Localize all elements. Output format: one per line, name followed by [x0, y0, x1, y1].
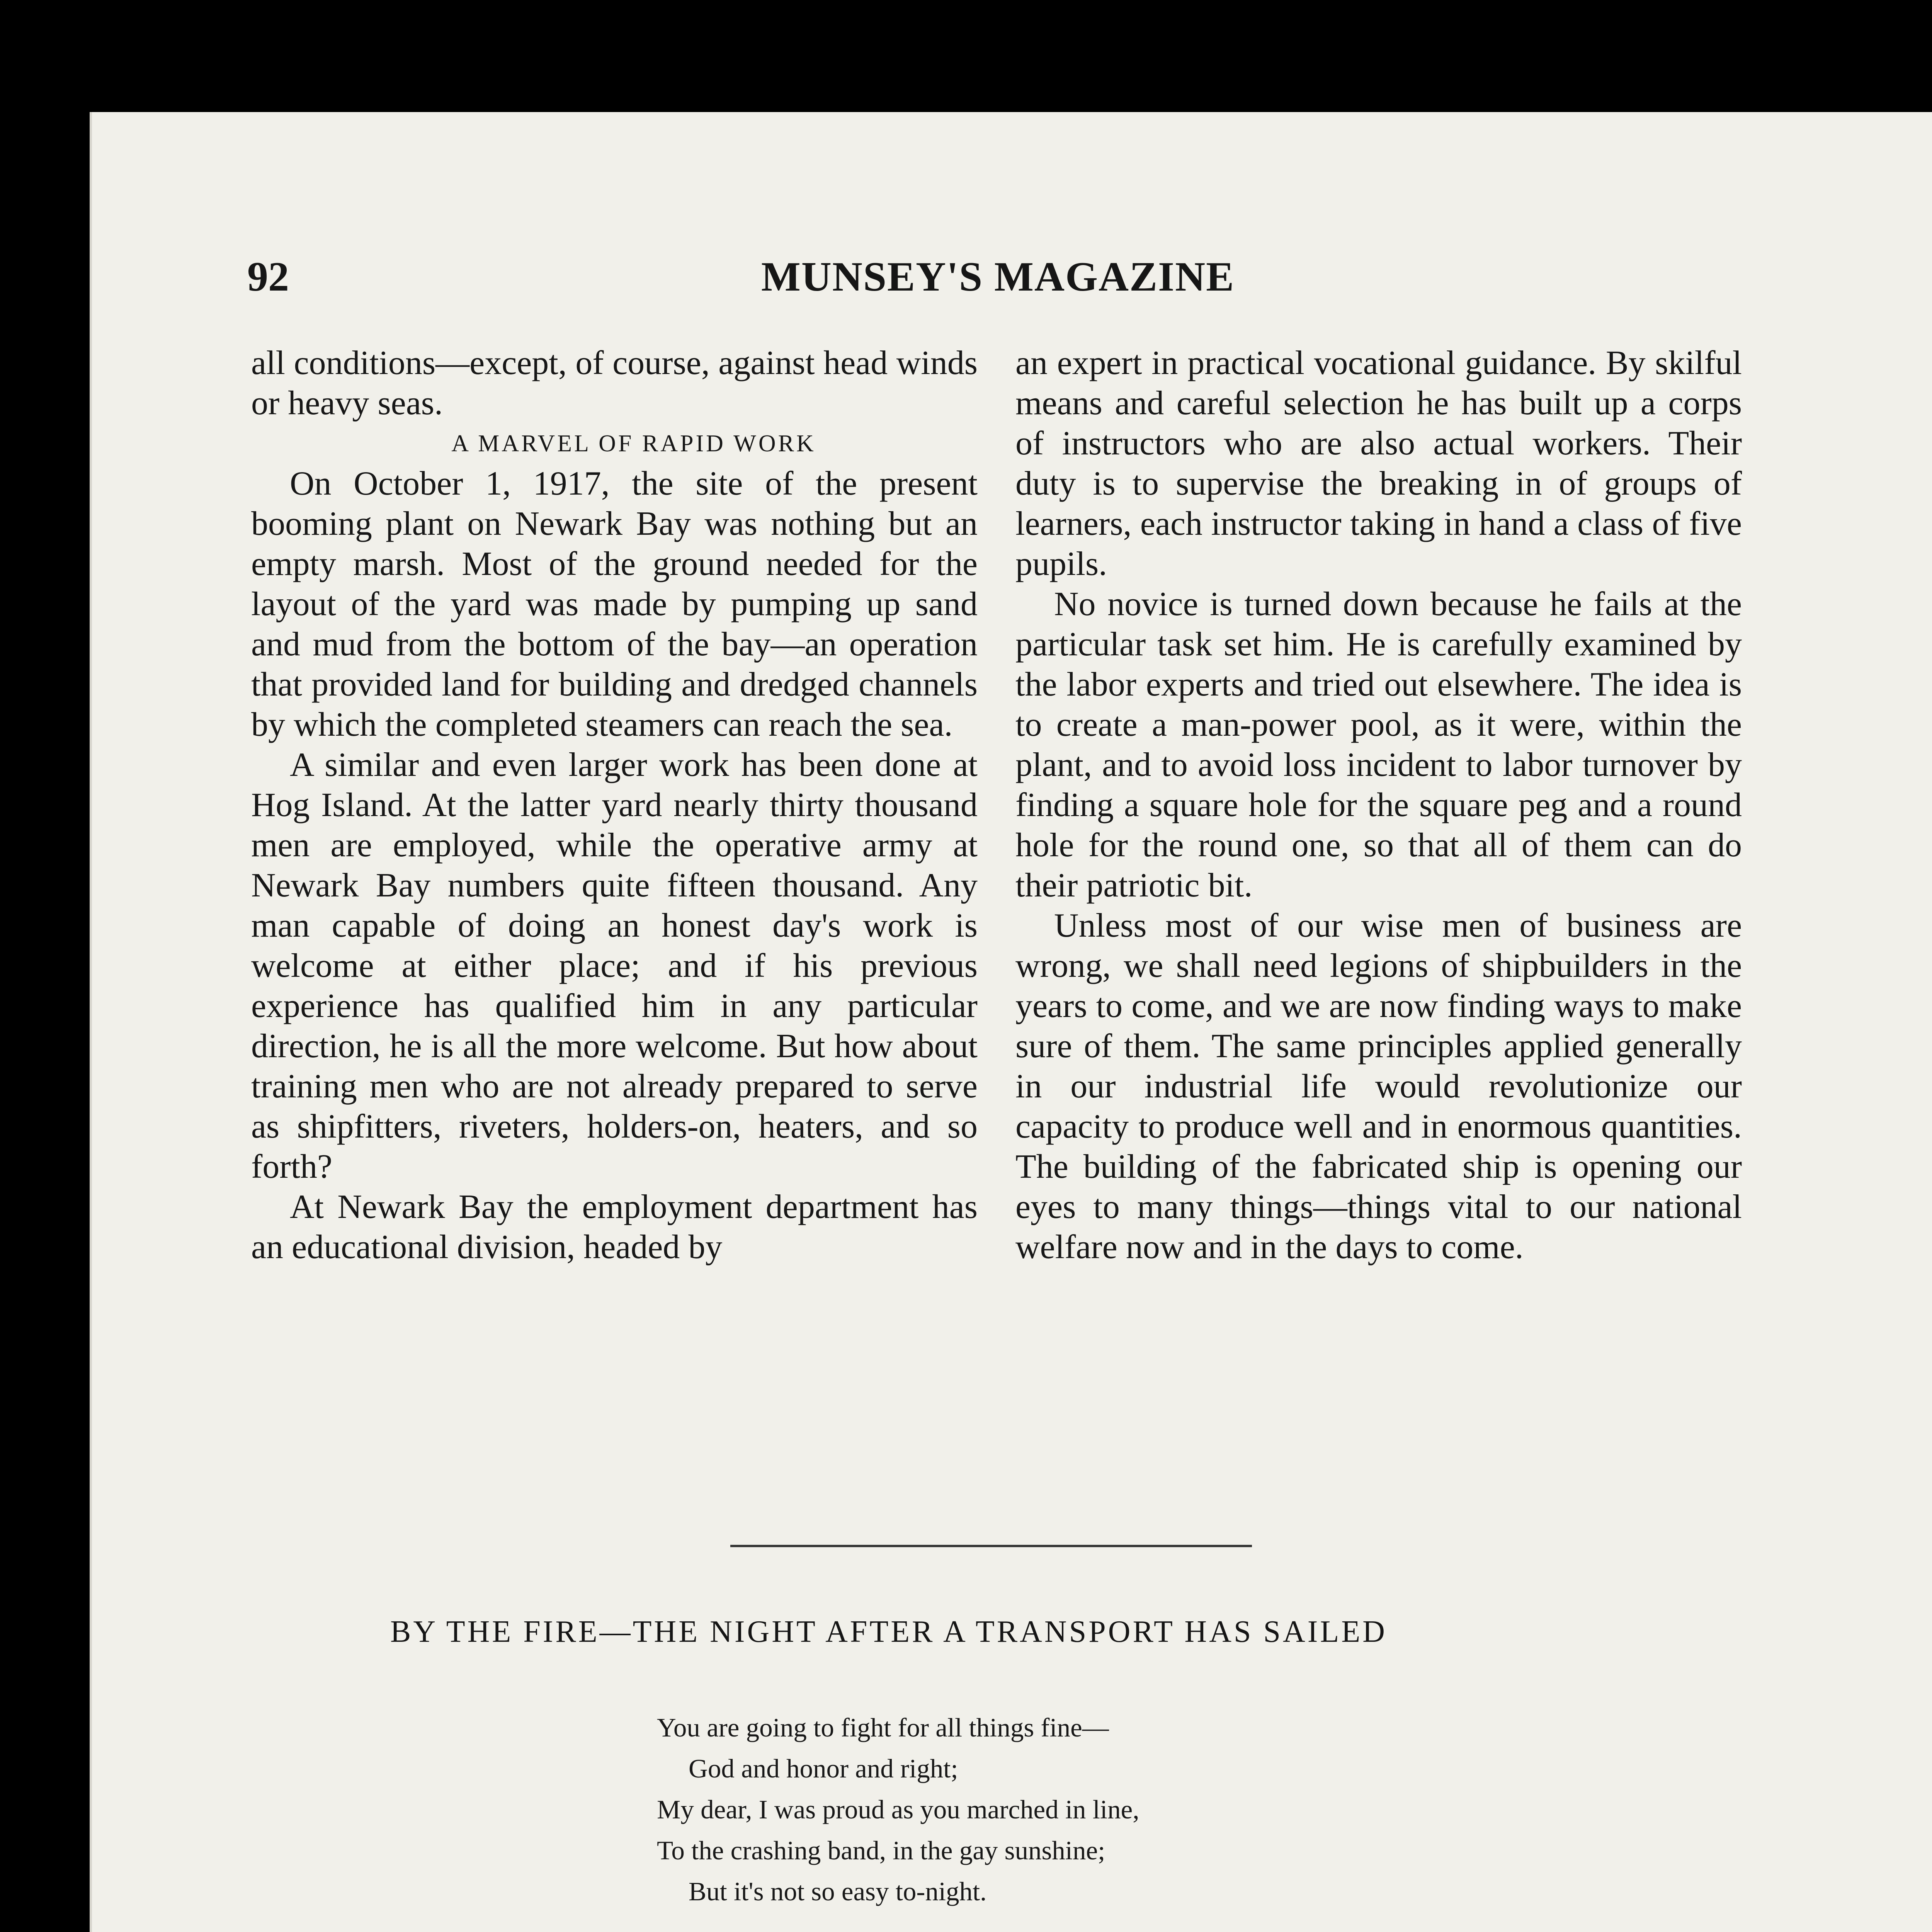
- paragraph: At Newark Bay the employment department has an educational division, headed by: [251, 1188, 978, 1266]
- running-head: MUNSEY'S MAGAZINE: [761, 254, 1235, 300]
- section-subhead: A MARVEL OF RAPID WORK: [451, 430, 816, 457]
- page-number: 92: [247, 254, 289, 300]
- poem-line: My dear, I was proud as you marched in line,: [657, 1795, 1139, 1824]
- paragraph: an expert in practical vocational guidance. By skilful means and careful selection he has built up a corps of instructors who are also actual workers. Their duty is to supervise the breaking in of groups of learners, each instructor taking in hand a class of five pupils.: [1015, 344, 1742, 583]
- page-header: [247, 253, 1623, 311]
- poem-line: But it's not so easy to-night.: [689, 1877, 987, 1906]
- paragraph: Unless most of our wise men of business are wrong, we shall need legions of shipbuilders in the years to come, and we are now finding ways to make sure of them. The same principles applied generally in our industrial life would revolutionize our capacity to produce well and in enormous quantities. The building of the fabricated ship is opening our eyes to many things—things vital to our national welfare now and in the days to come.: [1015, 907, 1742, 1266]
- paragraph: On October 1, 1917, the site of the present booming plant on Newark Bay was nothing but an empty marsh. Most of the ground needed for the layout of the yard was made by pumping up sand and mud from the bottom of the bay—an operation that provided land for building and dredged channels by which the completed steamers can reach the sea.: [251, 465, 978, 743]
- paragraph: No novice is turned down because he fails at the particular task set him. He is carefully examined by the labor experts and tried out elsewhere. The idea is to create a man-power pool, as it were, within the plant, and to avoid loss incident to labor turnover by finding a square hole for the square peg and a round hole for the round one, so that all of them can do their patriotic bit.: [1015, 585, 1742, 904]
- section-divider: [730, 1545, 1252, 1547]
- right-column: [1015, 343, 1742, 1267]
- poem-title: BY THE FIRE—THE NIGHT AFTER A TRANSPORT HAS SAILED: [390, 1615, 1387, 1649]
- poem-body: [657, 1707, 1507, 1932]
- poem-stanza: [657, 1707, 1507, 1912]
- poem-line: You are going to fight for all things fine—: [657, 1713, 1109, 1742]
- poem-line: God and honor and right;: [689, 1754, 958, 1783]
- poem-line: To the crashing band, in the gay sunshine;: [657, 1836, 1105, 1865]
- left-column: [251, 343, 978, 1267]
- paragraph: all conditions—except, of course, against head winds or heavy seas.: [251, 344, 978, 422]
- paragraph: A similar and even larger work has been done at Hog Island. At the latter yard nearly thirty thousand men are employed, while the operative army at Newark Bay numbers quite fifteen thousand. Any man capable of doing an honest day's work is welcome at either place; and if his previous experience has qualified him in any particular direction, he is all the more welcome. But how about training men who are not already prepared to serve as shipfitters, riveters, holders-on, heaters, and so forth?: [251, 746, 978, 1185]
